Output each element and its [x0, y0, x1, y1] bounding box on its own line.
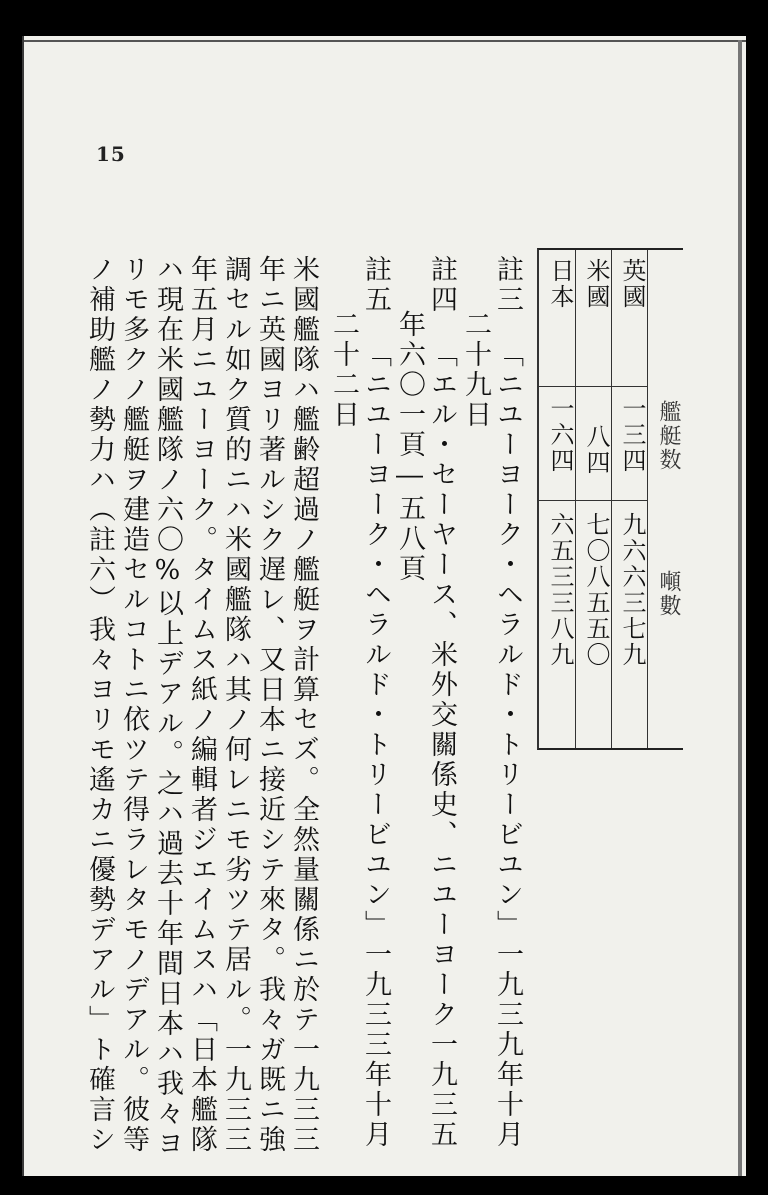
table-cell-count: 一三四	[618, 396, 646, 474]
note-text: 年六〇一頁―五八頁	[394, 310, 425, 584]
page-top-edge	[24, 40, 746, 42]
warship-table	[537, 248, 683, 750]
page-number: 15	[96, 142, 126, 166]
table-divider	[539, 386, 647, 387]
note-text: 「ニユーヨーク・ヘラルド・トリービユン」一九三九年十月	[492, 340, 523, 1150]
note-text: 「エル・セーヤース、米外交關係史、ニユーヨーク一九三五	[426, 340, 457, 1150]
table-header-tonnage: 噸數	[656, 570, 681, 618]
table-divider	[539, 500, 647, 501]
note-text: 「ニユーヨーク・ヘラルド・トリービユン」一九三三年十月	[360, 340, 391, 1150]
table-cell-country: 英國	[618, 258, 646, 310]
body-line: ノ補助艦ノ勢力ハ（註六）我々ヨリモ遙カニ優勢デアル」ト確言シ	[84, 255, 115, 1155]
table-cell-tonnage: 九六六三七九	[618, 512, 646, 668]
body-line: ハ現在米國艦隊ノ六〇%以上デアル。之ハ過去十年間日本ハ我々ヨ	[152, 255, 183, 1159]
note-label: 註三	[492, 255, 523, 315]
table-divider	[611, 250, 612, 748]
table-cell-tonnage: 七〇八五五〇	[582, 512, 610, 668]
body-line: 米國艦隊ハ艦齢超過ノ艦艇ヲ計算セズ。全然量關係ニ於テ一九三三	[288, 255, 319, 1155]
table-cell-count: 一六四	[546, 396, 574, 474]
note-label: 註五	[360, 255, 391, 315]
table-divider	[647, 250, 648, 748]
table-divider	[575, 250, 576, 748]
body-line: リモ多クノ艦艇ヲ建造セルコトニ依ツテ得ラレタモノデアル。彼等	[118, 255, 149, 1155]
table-cell-country: 米國	[582, 258, 610, 310]
body-line: 調セル如ク質的ニハ米國艦隊ハ其ノ何レニモ劣ツテ居ル。一九三三	[220, 255, 251, 1155]
table-cell-count: 八四	[582, 424, 610, 476]
table-cell-country: 日本	[546, 258, 574, 310]
page-right-edge	[738, 40, 742, 1176]
table-header-count: 艦艇数	[656, 400, 681, 472]
note-text: 二十二日	[328, 310, 359, 430]
note-label: 註四	[426, 255, 457, 315]
body-line: 年五月ニユーヨーク。タイムス紙ノ編輯者ジエイムスハ「日本艦隊	[186, 255, 217, 1155]
table-cell-tonnage: 六五三三八九	[546, 512, 574, 668]
note-text: 二十九日	[460, 310, 491, 430]
body-line: 年ニ英國ヨリ著ルシク遅レ、又日本ニ接近シテ來タ。我々ガ既ニ強	[254, 255, 285, 1155]
